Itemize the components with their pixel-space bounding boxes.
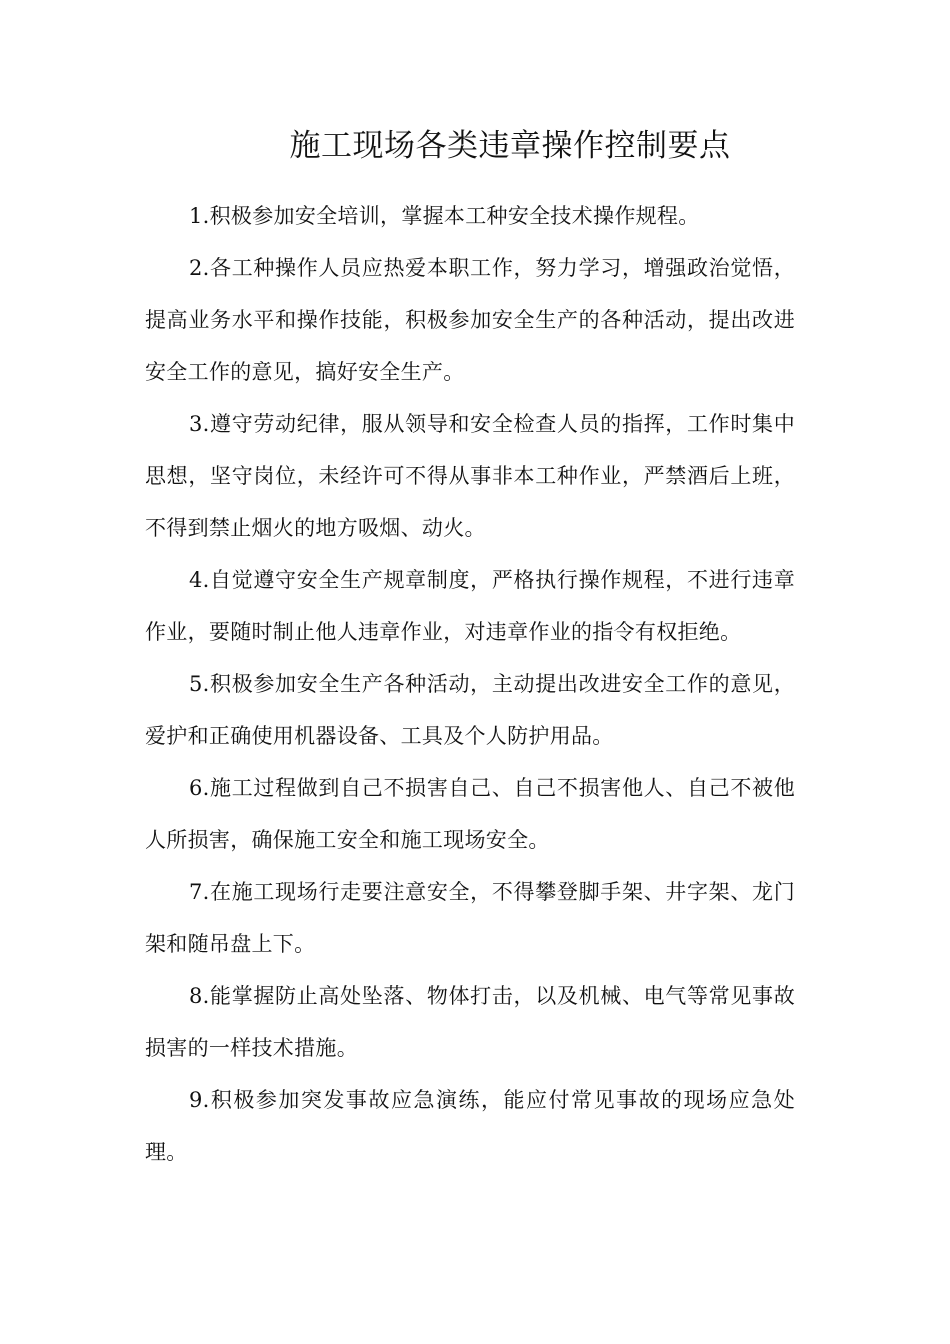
paragraph-5: 5.积极参加安全生产各种活动，主动提出改进安全工作的意见，爱护和正确使用机器设备、工具及个人防护用品。 (145, 672, 795, 748)
paragraph-2: 2.各工种操作人员应热爱本职工作，努力学习，增强政治觉悟，提高业务水平和操作技能，积极参加安全生产的各种活动，提出改进安全工作的意见，搞好安全生产。 (145, 256, 795, 384)
paragraph-4: 4.自觉遵守安全生产规章制度，严格执行操作规程，不进行违章作业，要随时制止他人违章作业，对违章作业的指令有权拒绝。 (145, 568, 795, 644)
paragraph-7: 7.在施工现场行走要注意安全，不得攀登脚手架、井字架、龙门架和随吊盘上下。 (145, 880, 795, 956)
paragraph-6: 6.施工过程做到自己不损害自己、自己不损害他人、自己不被他人所损害，确保施工安全和施工现场安全。 (145, 776, 795, 852)
document-title: 施工现场各类违章操作控制要点 (289, 128, 731, 164)
paragraph-8: 8.能掌握防止高处坠落、物体打击，以及机械、电气等常见事故损害的一样技术措施。 (145, 984, 795, 1060)
paragraph-9: 9.积极参加突发事故应急演练，能应付常见事故的现场应急处理。 (145, 1088, 795, 1164)
paragraph-1: 1.积极参加安全培训，掌握本工种安全技术操作规程。 (189, 204, 700, 228)
paragraph-3: 3.遵守劳动纪律，服从领导和安全检查人员的指挥，工作时集中思想，坚守岗位，未经许可不得从事非本工种作业，严禁酒后上班，不得到禁止烟火的地方吸烟、动火。 (145, 412, 795, 540)
document-body (145, 190, 795, 1178)
